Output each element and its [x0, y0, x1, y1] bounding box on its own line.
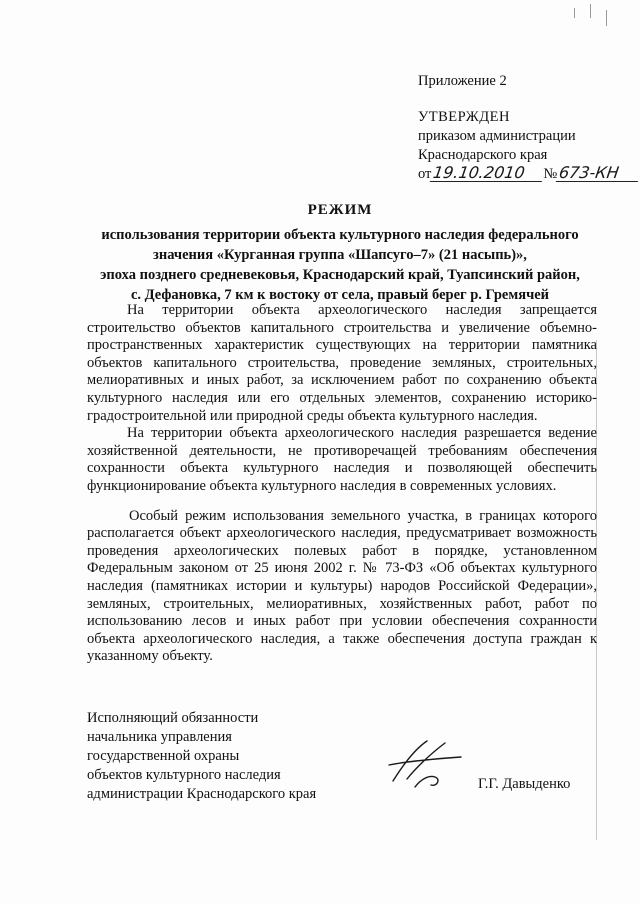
date-prefix: от — [418, 166, 432, 182]
title-line: использования территории объекта культурного наследия федерального — [101, 227, 579, 243]
handwritten-date: 19.10.2010 — [430, 165, 544, 182]
document-title-block — [80, 200, 600, 305]
scan-artifact-line — [590, 4, 591, 18]
position-line: Исполняющий обязанности — [87, 710, 259, 726]
document-body — [87, 302, 597, 666]
position-line: администрации Краснодарского края — [87, 786, 317, 802]
handwritten-signature — [385, 735, 465, 800]
approved-heading: УТВЕРЖДЕН — [418, 109, 510, 125]
approval-block — [418, 72, 639, 184]
number-prefix: № — [543, 166, 558, 182]
appendix-label: Приложение 2 — [418, 73, 507, 89]
body-paragraph: На территории объекта археологического наследия разрешается ведение хозяйственной деятельности, не противоречащей требованиям обеспечения сохранности объекта культурного наследия и позволяющей обеспечить функционирование объекта культурного наследия в современных условиях. — [87, 425, 597, 494]
scan-artifact-line — [606, 10, 607, 26]
approved-by-line: Краснодарского края — [418, 147, 548, 163]
approved-by-line: приказом администрации — [418, 128, 576, 144]
position-line: начальника управления — [87, 729, 232, 745]
title-line: эпоха позднего средневековья, Краснодарский край, Туапсинский район, — [100, 267, 580, 283]
signatory-name: Г.Г. Давыденко — [478, 776, 571, 792]
signatory-position — [87, 709, 316, 804]
title-line: с. Дефановка, 7 км к востоку от села, правый берег р. Гремячей — [130, 287, 550, 303]
handwritten-order-number: 673-КН — [556, 165, 640, 182]
body-paragraph: Особый режим использования земельного участка, в границах которого располагается объект археологического наследия, предусматривает возможность проведения археологических полевых работ в порядке, установленном Федеральным законом от 25 июня 2002 г. № 73-ФЗ «Об объектах культурного наследия (памятниках истории и культуры) народов Российской Федерации», земляных, строительных, мелиоративных, хозяйственных работ, работ по использованию лесов и иных работ при условии обеспечения сохранности объекта археологического наследия, а также обеспечения доступа граждан к указанному объекту. — [87, 507, 597, 665]
title-line: значения «Курганная группа «Шапсуго–7» (21 насыпь)», — [153, 247, 527, 263]
scan-artifact-line — [574, 8, 575, 18]
document-title: РЕЖИМ — [307, 202, 373, 218]
position-line: государственной охраны — [87, 748, 240, 764]
position-line: объектов культурного наследия — [87, 767, 281, 783]
body-paragraph: На территории объекта археологического наследия запрещается строительство объектов капитального строительства и увеличение объемно-пространственных характеристик существующих на территории памятника объектов капитального строительства, проведение земляных, строительных, мелиоративных и иных работ, за исключением работ по сохранению объекта культурного наследия или его отдельных элементов, сохранению историко-градостроительной или природной среды объекта культурного наследия. — [87, 302, 597, 424]
order-date-line — [418, 165, 639, 184]
